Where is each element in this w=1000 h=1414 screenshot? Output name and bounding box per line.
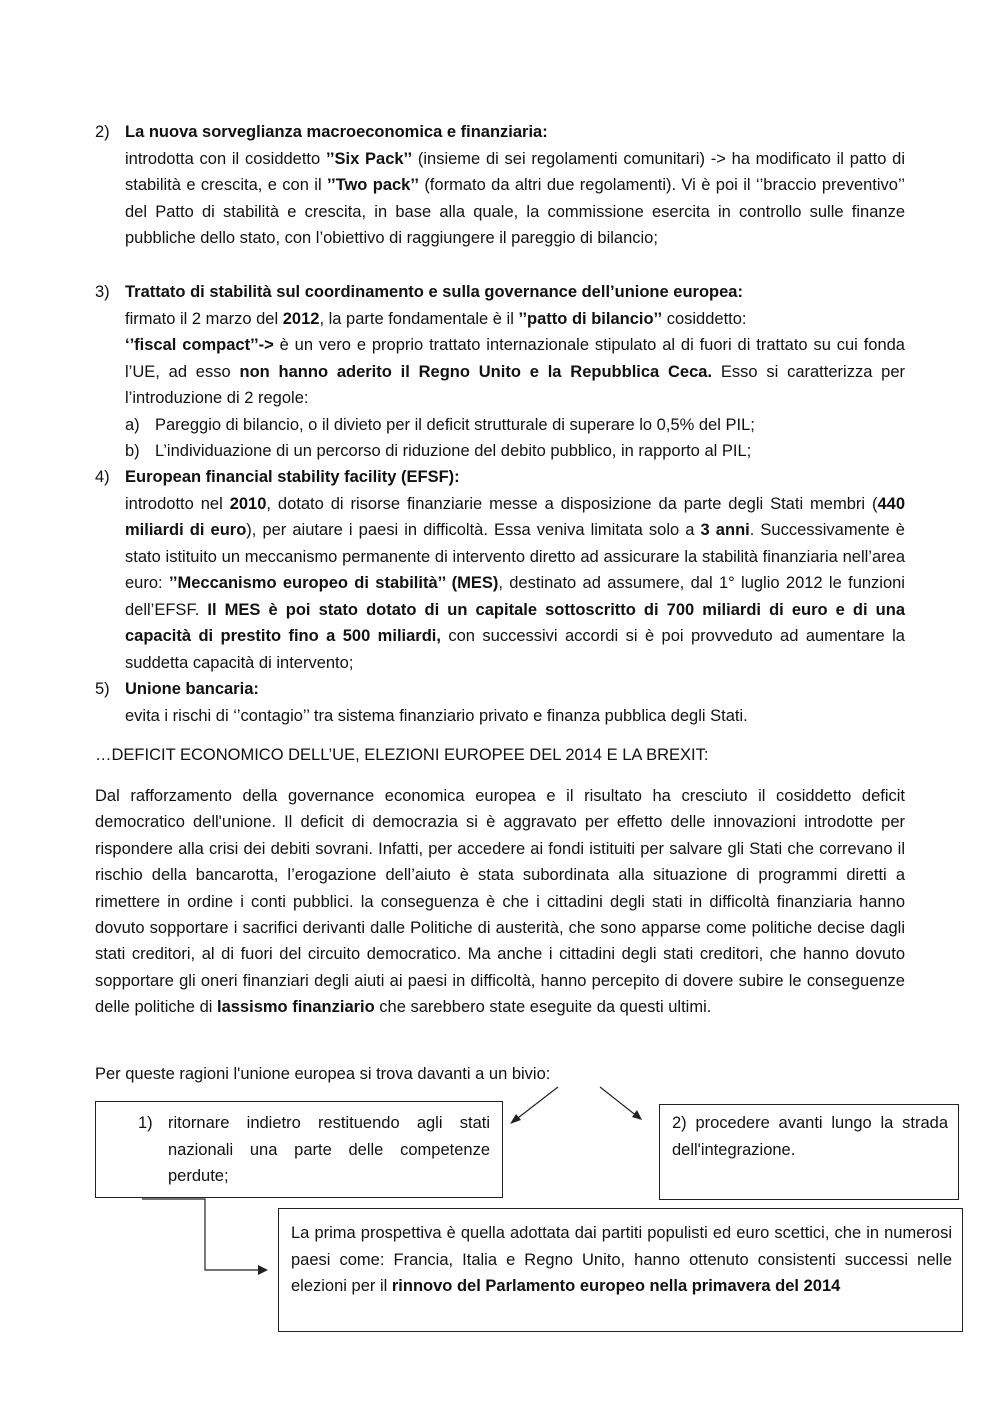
list-number: 4) — [95, 468, 110, 486]
bold-text-run: 2012 — [282, 309, 320, 328]
arrow-left — [514, 1087, 558, 1121]
arrow-right-head — [632, 1110, 642, 1120]
list-item-title: La nuova sorveglianza macroeconomica e finanziaria: — [125, 123, 548, 141]
text-run: , destinato ad assumere, dal 1° luglio 2012 le funzioni dell’EFSF. — [125, 574, 905, 619]
bold-text-run: lassismo finanziario — [217, 998, 375, 1017]
sub-item-text: Pareggio di bilancio, o il divieto per il deficit strutturale di superare lo 0,5% del PIL; — [155, 415, 755, 434]
list-number: 5) — [95, 680, 110, 698]
text-run: che sarebbero state eseguite da questi ultimi. — [374, 998, 712, 1017]
text-run: evita i rischi di ‘’contagio’’ tra sistema finanziario privato e finanza pubblica degli Stati. — [125, 706, 748, 725]
bold-text-run: 440 miliardi di euro — [125, 494, 906, 539]
text-run: (formato da altri due regolamenti). Vi è poi il ‘’braccio preventivo’’ del Patto di stabilità e crescita, in base alla quale, la commissione esercita in controllo sulle finanze pubbliche dello stato, con l’obiettivo di raggiungere il pareggio di bilancio; — [125, 176, 906, 247]
bold-text-run: ’’Two pack’’ — [327, 176, 419, 194]
text-run: è un vero e proprio trattato internazionale stipulato al di fuori di trattato su cui fonda l’UE, ad esso — [125, 336, 905, 381]
text-run: ), per aiutare i paesi in difficoltà. Essa veniva limitata solo a — [246, 521, 701, 539]
sub-item-letter: b) — [125, 442, 140, 460]
arrow-left-head — [510, 1114, 521, 1124]
text-run: introdotta con il cosiddetto — [125, 149, 326, 168]
option-text: 2) procedere avanti lungo la strada dell'integrazione. — [672, 1114, 948, 1159]
conclusion-text — [291, 1220, 952, 1300]
option-box-right — [659, 1104, 959, 1200]
list-number: 3) — [95, 283, 110, 301]
connector-arrowhead — [258, 1265, 268, 1275]
bivio-intro: Per queste ragioni l'unione europea si trova davanti a un bivio: — [95, 1065, 551, 1083]
text-run: cosiddetto: — [662, 309, 747, 328]
text-run: Esso si caratterizza per l’introduzione di 2 regole: — [125, 362, 906, 407]
list-item-title: Unione bancaria: — [125, 680, 259, 698]
bold-text-run: non hanno aderito il Regno Unito e la Repubblica Ceca. — [239, 362, 713, 381]
bold-text-run: ’’patto di bilancio’’ — [518, 309, 663, 328]
list-number: 2) — [95, 123, 110, 141]
bold-text-run: ’’Meccanismo europeo di stabilità’’ (MES) — [168, 574, 499, 592]
bold-text-run: rinnovo del Parlamento europeo nella primavera del 2014 — [391, 1277, 841, 1295]
text-run: firmato il 2 marzo del — [125, 309, 283, 328]
section-heading: …DEFICIT ECONOMICO DELL’UE, ELEZIONI EUROPEE DEL 2014 E LA BREXIT: — [95, 746, 709, 764]
text-run: Dal rafforzamento della governance economica europea e il risultato ha cresciuto il cosiddetto deficit democratico dell'unione. Il deficit di democrazia si è aggravato per effetto delle innovazioni introdotte per rispondere alla crisi dei debiti sovrani. Infatti, per accedere ai fondi istituiti per salvare gli Stati che correvano il rischio della bancarotta, l’erogazione dell’aiuto è stata subordinata alla situazione di programmi diretti a rimettere in ordine i conti pubblici. la conseguenza è che i cittadini degli stati in difficoltà finanziaria hanno dovuto sopportare i sacrifici derivanti dalle Politiche di austerità, che sono apparse come politiche decise dagli stati creditori, al di fuori del circuito democratico. Ma anche i cittadini degli stati creditori, che hanno dovuto sopportare gli oneri finanziari degli aiuti ai paesi in difficoltà, hanno percepito di dovere subire le conseguenze delle politiche di — [95, 787, 905, 1017]
bold-text-run: Il MES è poi stato dotato di un capitale sottoscritto di 700 miliardi di euro e di una capacità di prestito fino a 500 miliardi, — [125, 600, 906, 645]
option-number: 1) — [138, 1114, 153, 1132]
text-run: , la parte fondamentale è il — [319, 309, 519, 328]
bold-text-run: 2010 — [229, 494, 267, 513]
bold-text-run: ’’Six Pack’’ — [325, 149, 413, 168]
text-run: La prima prospettiva è quella adottata dai partiti populisti ed euro scettici, che in numerosi paesi come: Francia, Italia e Regno Unito, hanno ottenuto consistenti successi nelle elezioni per il — [291, 1224, 952, 1295]
option-box-left — [95, 1101, 503, 1198]
text-run: , dotato di risorse finanziarie messe a disposizione da parte degli Stati membri ( — [266, 494, 878, 513]
bold-text-run: 3 anni — [700, 521, 750, 539]
arrow-right — [600, 1087, 638, 1117]
sub-item-letter: a) — [125, 415, 140, 434]
list-item-title: European financial stability facility (EFSF): — [125, 468, 460, 486]
text-run: introdotto nel — [125, 494, 230, 513]
text-run: . Successivamente è stato istituito un meccanismo permanente di intervento diretto ad assicurare la stabilità finanziaria nell’area euro: — [125, 521, 905, 592]
option-text: ritornare indietro restituendo agli stati nazionali una parte delle competenze perdute; — [168, 1114, 490, 1185]
text-run: (insieme di sei regolamenti comunitari) -> ha modificato il patto di stabilità e crescita, e con il — [125, 149, 905, 194]
text-run: con successivi accordi si è poi provveduto ad aumentare la suddetta capacità di intervento; — [125, 627, 905, 672]
list-item-title: Trattato di stabilità sul coordinamento e sulla governance dell’unione europea: — [125, 283, 743, 301]
bold-text-run: ‘’fiscal compact’’-> — [125, 336, 274, 354]
sub-item-text: L’individuazione di un percorso di riduzione del debito pubblico, in rapporto al PIL; — [155, 442, 752, 460]
conclusion-box — [278, 1208, 963, 1332]
connector-line — [142, 1199, 260, 1270]
